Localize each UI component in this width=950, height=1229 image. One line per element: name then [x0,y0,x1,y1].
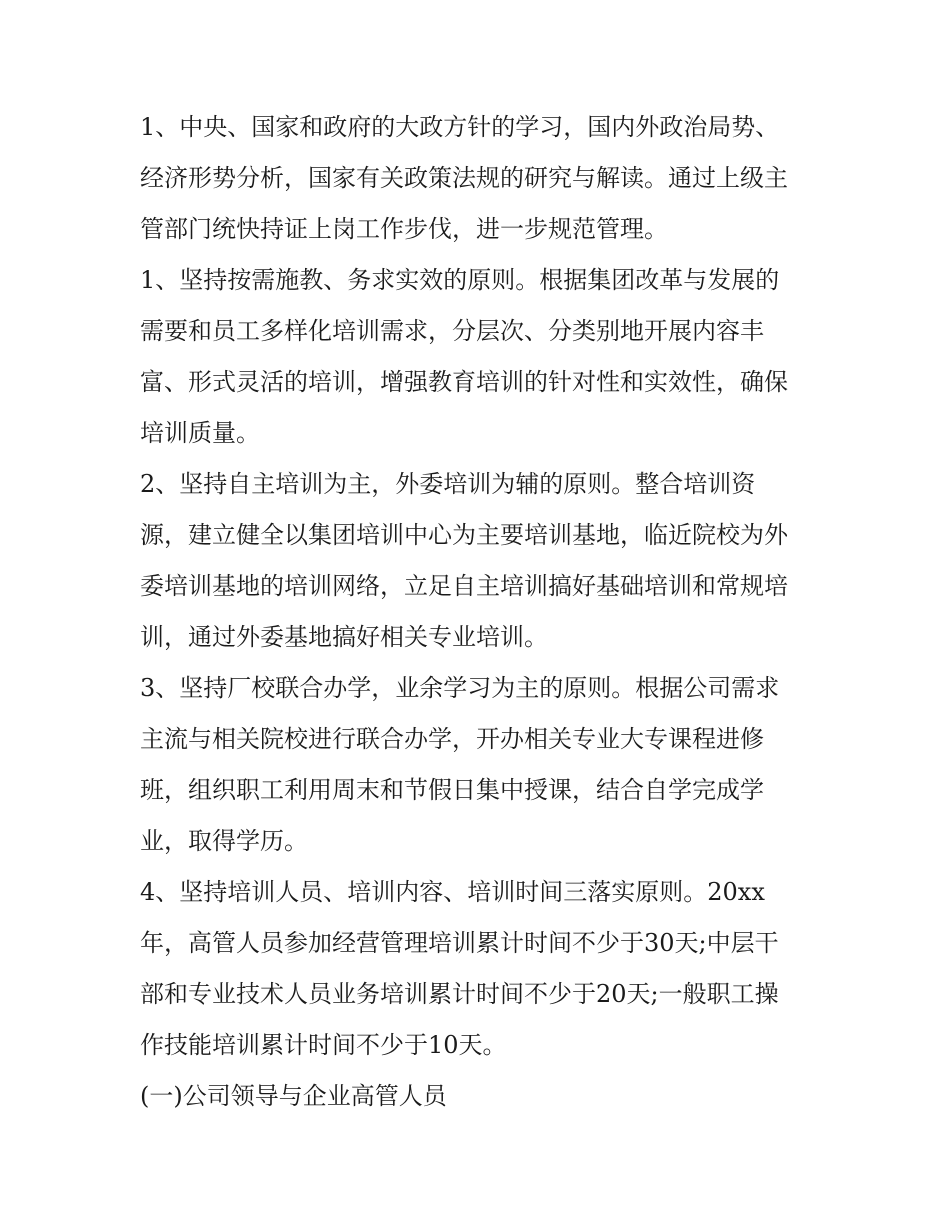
paragraph-principle-4 [140,867,830,1071]
text-line: 主流与相关院校进行联合办学，开办相关专业大专课程进修 [140,725,764,753]
text-line: 需要和员工多样化培训需求，分层次、分类别地开展内容丰 [140,317,764,345]
text-line: 班，组织职工利用周末和节假日集中授课，结合自学完成学 [140,776,764,804]
text-line: 1、中央、国家和政府的大政方针的学习，国内外政治局势、 [140,113,780,141]
text-line: 经济形势分析，国家有关政策法规的研究与解读。通过上级主 [140,164,788,192]
text-line: 3、坚持厂校联合办学，业余学习为主的原则。根据公司需求 [140,674,780,702]
text-line: 年，高管人员参加经营管理培训累计时间不少于30天;中层干 [140,929,779,957]
text-line: 源，建立健全以集团培训中心为主要培训基地，临近院校为外 [140,521,788,549]
paragraph-principle-1 [140,255,830,459]
document-page [140,102,830,1122]
text-line: 富、形式灵活的培训，增强教育培训的针对性和实效性，确保 [140,368,788,396]
paragraph-principle-3 [140,663,830,867]
text-line: 管部门统快持证上岗工作步伐，进一步规范管理。 [140,215,668,243]
text-line: 训，通过外委基地搞好相关专业培训。 [140,623,548,651]
text-line: 业，取得学历。 [140,827,308,855]
text-line: 作技能培训累计时间不少于10天。 [140,1031,507,1059]
text-line: 4、坚持培训人员、培训内容、培训时间三落实原则。20xx [140,878,765,906]
section-heading-leaders [140,1071,830,1122]
text-line: 2、坚持自主培训为主，外委培训为辅的原则。整合培训资 [140,470,756,498]
text-line: 1、坚持按需施教、务求实效的原则。根据集团改革与发展的 [140,266,780,294]
paragraph-policy-study [140,102,830,255]
text-line: 部和专业技术人员业务培训累计时间不少于20天;一般职工操 [140,980,779,1008]
text-line: (一)公司领导与企业高管人员 [140,1082,447,1110]
text-line: 培训质量。 [140,419,260,447]
paragraph-principle-2 [140,459,830,663]
text-line: 委培训基地的培训网络，立足自主培训搞好基础培训和常规培 [140,572,788,600]
